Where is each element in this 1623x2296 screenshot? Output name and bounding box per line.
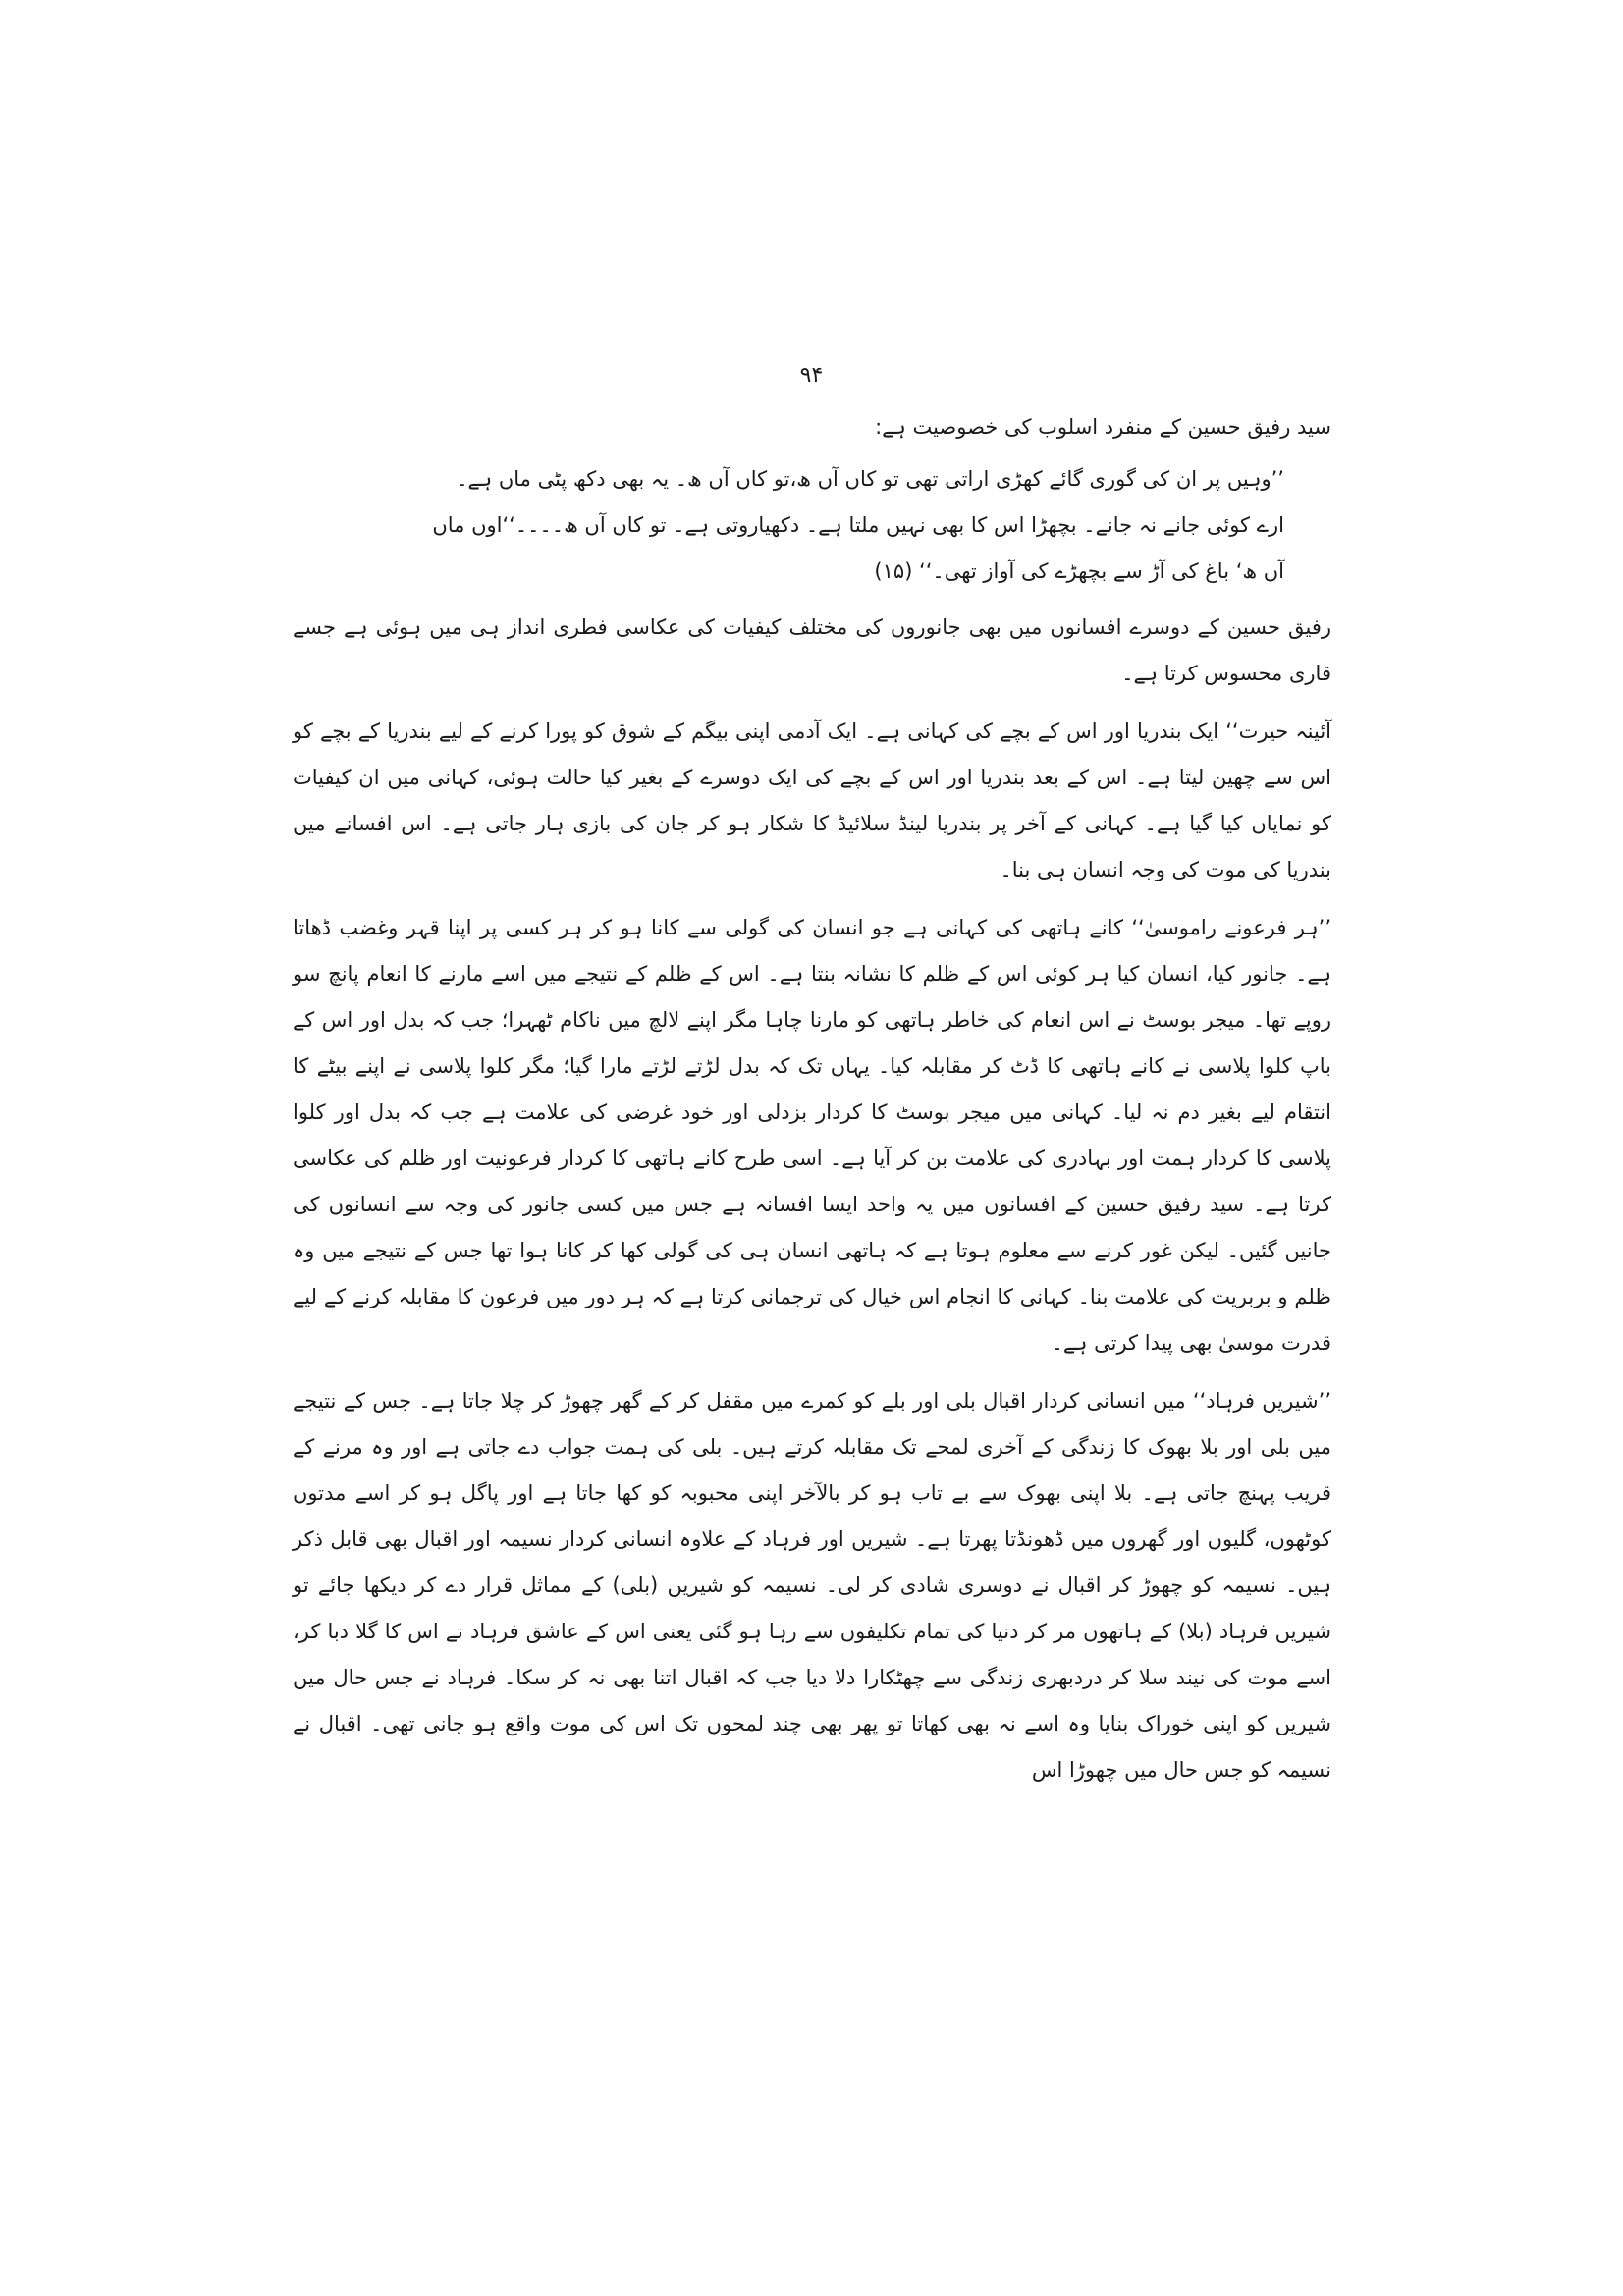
paragraph: ’’ہر فرعونے راموسیٰ‘‘ کانے ہاتھی کی کہانی ہے جو انسان کی گولی سے کانا ہو کر ہر کسی پر اپنا قہر وغضب ڈھاتا ہے۔ جانور کیا، انسان کیا ہر کوئی اس کے ظلم کا نشانہ بنتا ہے۔ اس کے ظلم کے نتیجے میں اسے مارنے کا انعام پانچ سو روپے تھا۔ میجر بوسٹ نے اس انعام کی خاطر ہاتھی کو مارنا چاہا مگر اپنے لالچ میں ناکام ٹھہرا؛ جب کہ بدل اور اس کے باپ کلوا پلاسی نے کانے ہاتھی کا ڈٹ کر مقابلہ کیا۔ یہاں تک کہ بدل لڑتے لڑتے مارا گیا؛ مگر کلوا پلاسی نے اپنے بیٹے کا انتقام لیے بغیر دم نہ لیا۔ کہانی میں میجر بوسٹ کا کردار بزدلی اور خود غرضی کی علامت ہے جب کہ بدل اور کلوا پلاسی کا کردار ہمت اور بہادری کی علامت بن کر آیا ہے۔ اسی طرح کانے ہاتھی کا کردار فرعونیت اور ظلم کی عکاسی کرتا ہے۔ سید رفیق حسین کے افسانوں میں یہ واحد ایسا افسانہ ہے جس میں کسی جانور کی وجہ سے انسانوں کی جانیں گئیں۔ لیکن غور کرنے سے معلوم ہوتا ہے کہ ہاتھی انسان ہی کی گولی کھا کر کانا ہوا تھا جس کے نتیجے میں وہ ظلم و بربریت کی علامت بنا۔ کہانی کا انجام اس خیال کی ترجمانی کرتا ہے کہ ہر دور میں فرعون کا مقابلہ کرنے کے لیے قدرت موسیٰ بھی پیدا کرتی ہے۔ [293, 916, 1331, 1355]
paragraph: ’’شیریں فرہاد‘‘ میں انسانی کردار اقبال بلی اور بلے کو کمرے میں مقفل کر کے گھر چھوڑ کر چلا جاتا ہے۔ جس کے نتیجے میں بلی اور بلا بھوک کا زندگی کے آخری لمحے تک مقابلہ کرتے ہیں۔ بلی کی ہمت جواب دے جاتی ہے اور وہ مرنے کے قریب پہنچ جاتی ہے۔ بلا اپنی بھوک سے بے تاب ہو کر بالآخر اپنی محبوبہ کو کھا جاتا ہے اور پاگل ہو کر اسے مدتوں کوٹھوں، گلیوں اور گھروں میں ڈھونڈتا پھرتا ہے۔ شیریں اور فرہاد کے علاوہ انسانی کردار نسیمہ اور اقبال بھی قابل ذکر ہیں۔ نسیمہ کو چھوڑ کر اقبال نے دوسری شادی کر لی۔ نسیمہ کو شیریں (بلی) کے مماثل قرار دے کر دیکھا جائے تو شیریں فرہاد (بلا) کے ہاتھوں مر کر دنیا کی تمام تکلیفوں سے رہا ہو گئی یعنی اس کے عاشق فرہاد نے اس کا گلا دبا کر، اسے موت کی نیند سلا کر دردبھری زندگی سے چھٹکارا دلا دیا جب کہ اقبال اتنا بھی نہ کر سکا۔ فرہاد نے جس حال میں شیریں کو اپنی خوراک بنایا وہ اسے نہ بھی کھاتا تو پھر بھی چند لمحوں تک اس کی موت واقع ہو جانی تھی۔ اقبال نے نسیمہ کو جس حال میں چھوڑا اس [293, 1389, 1331, 1782]
quote-line: آں ھ‘ باغ کی آڑ سے بچھڑے کی آواز تھی۔‘‘ (۱۵) [874, 560, 1284, 583]
block-quote [332, 456, 1284, 595]
quote-line: ارے کوئی جانے نہ جانے۔ بچھڑا اس کا بھی نہیں ملتا ہے۔ دکھیاروتی ہے۔ تو کاں آں ھ۔۔۔۔‘‘اوں ماں [432, 513, 1284, 537]
page-number: ۹۴ [799, 363, 824, 388]
quote-line: ’’وہیں پر ان کی گوری گائے کھڑی اراتی تھی تو کاں آں ھ،تو کاں آں ھ۔ یہ بھی دکھ پٹی ماں ہے۔ [456, 467, 1284, 491]
paragraph: آئینہ حیرت‘‘ ایک بندریا اور اس کے بچے کی کہانی ہے۔ ایک آدمی اپنی بیگم کے شوق کو پورا کرنے کے لیے بندریا کے بچے کو اس سے چھین لیتا ہے۔ اس کے بعد بندریا اور اس کے بچے کی ایک دوسرے کے بغیر کیا حالت ہوئی، کہانی میں ان کیفیات کو نمایاں کیا گیا ہے۔ کہانی کے آخر پر بندریا لینڈ سلائیڈ کا شکار ہو کر جان کی بازی ہار جاتی ہے۔ اس افسانے میں بندریا کی موت کی وجہ انسان ہی بنا۔ [293, 720, 1331, 881]
paragraph: رفیق حسین کے دوسرے افسانوں میں بھی جانوروں کی مختلف کیفیات کی عکاسی فطری انداز ہی میں ہوئی ہے جسے قاری محسوس کرتا ہے۔ [293, 615, 1331, 685]
page-body [293, 404, 1331, 1805]
intro-paragraph: سید رفیق حسین کے منفرد اسلوب کی خصوصیت ہے: [875, 415, 1331, 439]
